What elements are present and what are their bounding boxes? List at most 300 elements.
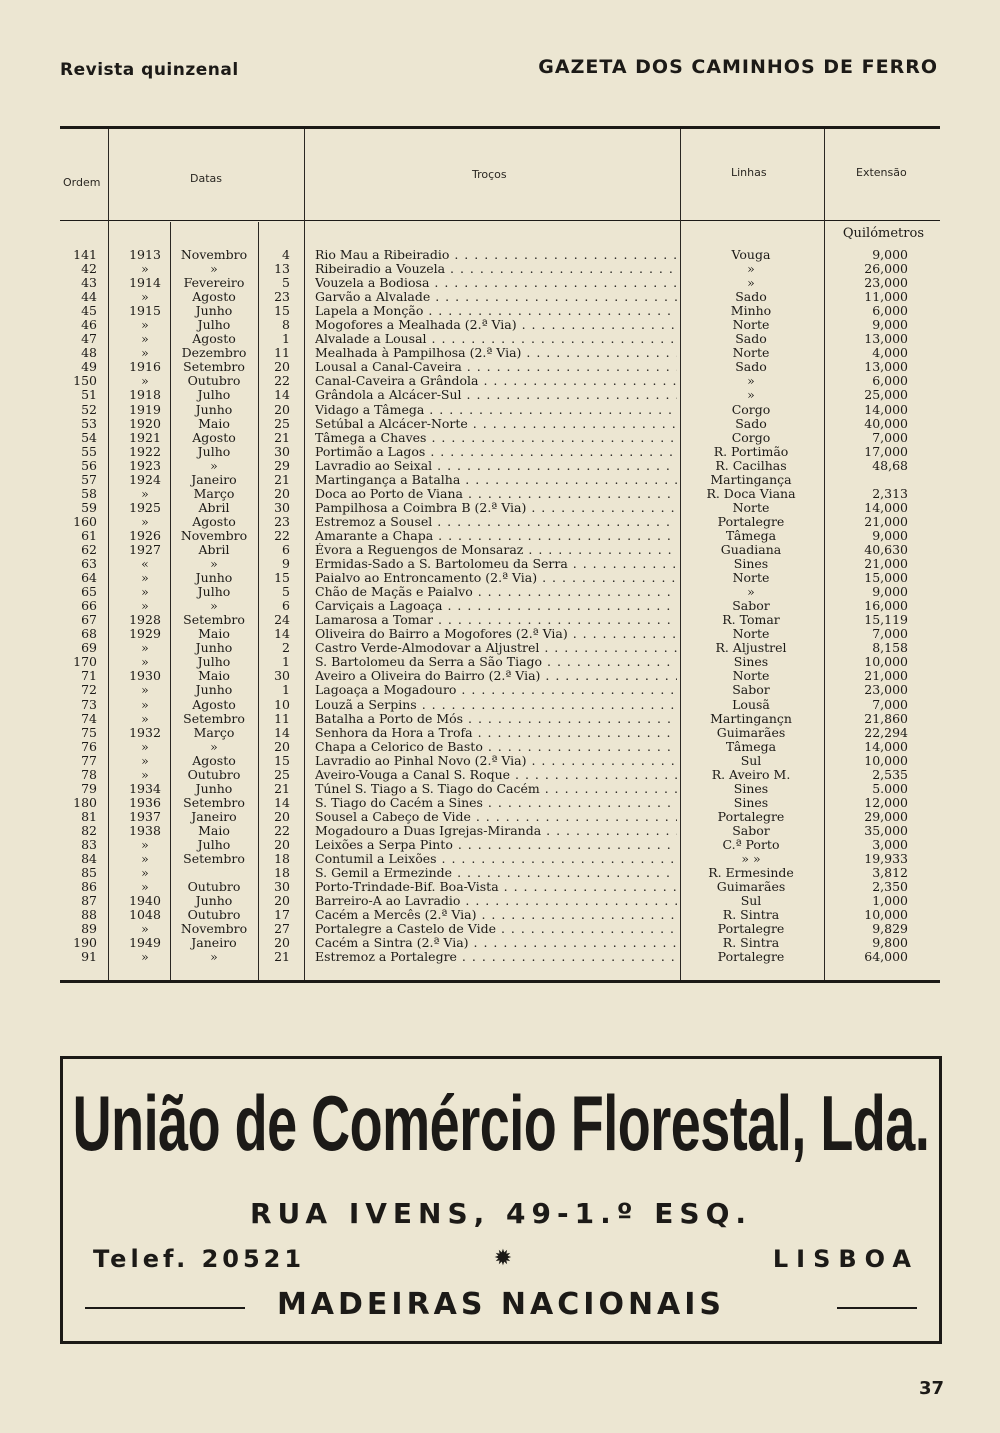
row-ordem: 77	[81, 752, 97, 768]
row-ordem: 66	[81, 598, 97, 614]
row-year: 1914	[129, 275, 161, 291]
table-row	[60, 894, 940, 908]
table-row	[60, 641, 940, 655]
row-year: 1925	[129, 499, 161, 515]
table-row	[60, 683, 940, 697]
row-extensao: 23,000	[864, 275, 908, 291]
row-ordem: 87	[81, 893, 97, 909]
row-month: »	[210, 598, 218, 614]
row-day: 18	[274, 851, 290, 867]
header-datas: Datas	[190, 172, 222, 185]
row-day: 20	[274, 935, 290, 951]
ad-company-name: União de Comércio Florestal, Lda.	[72, 1080, 930, 1168]
table-row	[60, 557, 940, 571]
row-ordem: 86	[81, 879, 97, 895]
table-row	[60, 332, 940, 346]
row-month: Janeiro	[191, 935, 237, 951]
table-row	[60, 374, 940, 388]
row-troco: Aveiro-Vouga a Canal S. Roque . . .	[315, 768, 677, 782]
row-troco: Lousal a Canal-Caveira . . .	[315, 360, 677, 374]
row-year: »	[141, 485, 149, 501]
row-troco: Canal-Caveira a Grândola . . .	[315, 374, 677, 388]
row-troco: S. Tiago do Cacém a Sines . . .	[315, 796, 677, 810]
row-year: 1927	[129, 541, 161, 557]
table-row	[60, 880, 940, 894]
row-month: Junho	[195, 303, 233, 319]
row-ordem: 190	[73, 935, 97, 951]
row-month: Julho	[197, 387, 231, 403]
row-day: 10	[274, 696, 290, 712]
row-linha: R. Aveiro M.	[711, 766, 791, 782]
row-linha: Tâmega	[725, 738, 777, 754]
row-month: »	[210, 457, 218, 473]
row-month: Agosto	[192, 331, 236, 347]
row-ordem: 68	[81, 626, 97, 642]
row-troco: Oliveira do Bairro a Mogofores (2.ª Via) . . .	[315, 627, 677, 641]
row-linha: Sul	[740, 893, 762, 909]
row-troco: Doca ao Porto de Viana . . .	[315, 487, 677, 501]
row-day: 11	[274, 345, 290, 361]
ad-rule-right	[837, 1307, 917, 1309]
row-month: Maio	[198, 626, 230, 642]
table-row	[60, 908, 940, 922]
row-linha: Portalegre	[717, 921, 785, 937]
row-year: 1929	[129, 626, 161, 642]
row-extensao: 10,000	[864, 752, 908, 768]
row-troco: Cacém a Mercês (2.ª Via) . . .	[315, 908, 677, 922]
row-linha: Norte	[732, 668, 770, 684]
row-year: 1937	[129, 808, 161, 824]
row-troco: Castro Verde-Almodovar a Aljustrel . . .	[315, 641, 677, 655]
row-month: Julho	[197, 317, 231, 333]
table-row	[60, 473, 940, 487]
row-linha: »	[747, 584, 755, 600]
row-extensao: 7,000	[872, 696, 908, 712]
row-troco: Martingança a Batalha . . .	[315, 473, 677, 487]
row-troco: Lavradio ao Seixal . . .	[315, 459, 677, 473]
row-extensao: 7,000	[872, 626, 908, 642]
row-year: »	[141, 289, 149, 305]
table-row	[60, 388, 940, 402]
row-ordem: 64	[81, 570, 97, 586]
row-day: 29	[274, 457, 290, 473]
row-month: Novembro	[180, 921, 248, 937]
row-year: 1949	[129, 935, 161, 951]
row-ordem: 83	[81, 836, 97, 852]
row-ordem: 56	[81, 457, 97, 473]
table-row	[60, 852, 940, 866]
row-ordem: 160	[73, 513, 97, 529]
row-ordem: 48	[81, 345, 97, 361]
row-day: 21	[274, 780, 290, 796]
table-row	[60, 866, 940, 880]
table-row	[60, 838, 940, 852]
row-troco: Pampilhosa a Coimbra B (2.ª Via) . . .	[315, 501, 677, 515]
row-year: »	[141, 331, 149, 347]
table-row	[60, 417, 940, 431]
table-row	[60, 613, 940, 627]
row-month: Agosto	[192, 696, 236, 712]
row-month: Junho	[195, 682, 233, 698]
row-month: »	[210, 949, 218, 965]
row-troco: Rio Mau a Ribeiradio . . .	[315, 248, 677, 262]
row-troco: Alvalade a Lousal . . .	[315, 332, 677, 346]
row-troco: Vidago a Tâmega . . .	[315, 403, 677, 417]
table-row	[60, 669, 940, 683]
row-linha: Portalegre	[717, 513, 785, 529]
row-troco: Estremoz a Portalegre . . .	[315, 950, 677, 964]
row-extensao: 64,000	[864, 949, 908, 965]
row-troco: Túnel S. Tiago a S. Tiago do Cacém . . .	[315, 782, 677, 796]
row-troco: Ribeiradio a Vouzela . . .	[315, 262, 677, 276]
row-ordem: 71	[81, 668, 97, 684]
row-extensao: 5.000	[872, 780, 908, 796]
row-day: 27	[274, 921, 290, 937]
row-troco: Tâmega a Chaves . . .	[315, 431, 677, 445]
row-year: »	[141, 921, 149, 937]
row-year: »	[141, 682, 149, 698]
table-row	[60, 698, 940, 712]
row-ordem: 180	[73, 794, 97, 810]
row-day: 1	[282, 654, 290, 670]
row-linha: Sado	[735, 331, 767, 347]
row-ordem: 84	[81, 851, 97, 867]
row-day: 20	[274, 485, 290, 501]
row-day: 15	[274, 303, 290, 319]
row-linha: Portalegre	[717, 808, 785, 824]
row-day: 30	[274, 443, 290, 459]
row-ordem: 57	[81, 471, 97, 487]
row-day: 23	[274, 289, 290, 305]
row-month: Março	[193, 485, 235, 501]
row-day: 21	[274, 949, 290, 965]
row-month: Julho	[197, 584, 231, 600]
row-extensao: 10,000	[864, 907, 908, 923]
row-ordem: 170	[73, 654, 97, 670]
row-extensao: 7,000	[872, 429, 908, 445]
row-troco: Amarante a Chapa . . .	[315, 529, 677, 543]
row-month: »	[210, 261, 218, 277]
row-troco: Mealhada à Pampilhosa (2.ª Via) . . .	[315, 346, 677, 360]
row-year: »	[141, 949, 149, 965]
ad-slogan: MADEIRAS NACIONAIS	[276, 1287, 726, 1322]
row-ordem: 62	[81, 541, 97, 557]
table-row	[60, 431, 940, 445]
row-extensao: 1,000	[872, 893, 908, 909]
row-day: 14	[274, 387, 290, 403]
row-extensao: 40,000	[864, 415, 908, 431]
row-day: 22	[274, 822, 290, 838]
row-extensao: 8,158	[872, 640, 908, 656]
row-day: 20	[274, 359, 290, 375]
row-month: Outubro	[187, 766, 241, 782]
table-row	[60, 922, 940, 936]
row-extensao: 21,000	[864, 668, 908, 684]
row-month: Agosto	[192, 429, 236, 445]
row-day: 17	[274, 907, 290, 923]
row-month: Novembro	[180, 247, 248, 262]
row-troco: Grândola a Alcácer-Sul . . .	[315, 388, 677, 402]
row-ordem: 43	[81, 275, 97, 291]
row-linha: R. Cacilhas	[715, 457, 787, 473]
row-ordem: 52	[81, 401, 97, 417]
row-extensao: 13,000	[864, 359, 908, 375]
row-linha: Guadiana	[720, 541, 782, 557]
row-ordem: 81	[81, 808, 97, 824]
row-extensao: 9,800	[872, 935, 908, 951]
row-year: 1940	[129, 893, 161, 909]
row-extensao: 26,000	[864, 261, 908, 277]
row-month: Abril	[198, 499, 230, 515]
row-year: 1934	[129, 780, 161, 796]
row-extensao: 16,000	[864, 598, 908, 614]
row-linha: » »	[741, 851, 761, 867]
row-year: 1919	[129, 401, 161, 417]
row-year: »	[141, 373, 149, 389]
row-year: »	[141, 598, 149, 614]
row-ordem: 74	[81, 710, 97, 726]
row-day: 21	[274, 471, 290, 487]
row-linha: Sines	[733, 794, 769, 810]
table-row	[60, 782, 940, 796]
row-ordem: 58	[81, 485, 97, 501]
row-extensao: 2,535	[872, 766, 908, 782]
row-linha: Sabor	[732, 822, 770, 838]
table-row	[60, 796, 940, 810]
row-month: Janeiro	[191, 808, 237, 824]
table-row	[60, 276, 940, 290]
row-extensao: 9,000	[872, 317, 908, 333]
row-extensao: 3,812	[872, 865, 908, 881]
row-extensao: 14,000	[864, 499, 908, 515]
row-troco: Sousel a Cabeço de Vide . . .	[315, 810, 677, 824]
row-day: 9	[282, 556, 290, 572]
row-day: 20	[274, 808, 290, 824]
row-day: 20	[274, 836, 290, 852]
row-extensao: 6,000	[872, 303, 908, 319]
row-ordem: 76	[81, 738, 97, 754]
row-linha: Sines	[733, 556, 769, 572]
row-troco: Vouzela a Bodiosa . . .	[315, 276, 677, 290]
row-day: 24	[274, 612, 290, 628]
row-extensao: 10,000	[864, 654, 908, 670]
table-row	[60, 360, 940, 374]
table-row	[60, 824, 940, 838]
row-ordem: 67	[81, 612, 97, 628]
table-row	[60, 599, 940, 613]
row-linha: R. Sintra	[722, 935, 780, 951]
row-month: Setembro	[183, 612, 245, 628]
row-year: 1048	[129, 907, 161, 923]
row-year: 1924	[129, 471, 161, 487]
row-year: »	[141, 584, 149, 600]
row-linha: Sado	[735, 289, 767, 305]
row-year: 1938	[129, 822, 161, 838]
table-header-rule	[60, 220, 940, 221]
row-day: 20	[274, 401, 290, 417]
row-troco: Lagoaça a Mogadouro . . .	[315, 683, 677, 697]
row-year: 1930	[129, 668, 161, 684]
row-troco: Batalha a Porto de Mós . . .	[315, 712, 677, 726]
row-month: Junho	[195, 780, 233, 796]
row-year: »	[141, 654, 149, 670]
row-month: Junho	[195, 570, 233, 586]
row-troco: Garvão a Alvalade . . .	[315, 290, 677, 304]
row-linha: C.ª Porto	[722, 836, 780, 852]
header-extensao: Extensão	[856, 166, 907, 179]
row-year: 1922	[129, 443, 161, 459]
row-day: 21	[274, 429, 290, 445]
row-ordem: 51	[81, 387, 97, 403]
row-linha: Minho	[730, 303, 772, 319]
row-month: Maio	[198, 668, 230, 684]
row-day: 5	[282, 275, 290, 291]
row-troco: Portalegre a Castelo de Vide . . .	[315, 922, 677, 936]
table-row	[60, 810, 940, 824]
row-linha: R. Portimão	[713, 443, 789, 459]
row-ordem: 88	[81, 907, 97, 923]
row-month: Setembro	[183, 359, 245, 375]
row-troco: S. Gemil a Ermezinde . . .	[315, 866, 677, 880]
row-ordem: 47	[81, 331, 97, 347]
row-linha: Norte	[732, 626, 770, 642]
row-day: 30	[274, 668, 290, 684]
row-troco: Porto-Trindade-Bif. Boa-Vista . . .	[315, 880, 677, 894]
row-troco: Lamarosa a Tomar . . .	[315, 613, 677, 627]
row-year: 1920	[129, 415, 161, 431]
table-row	[60, 248, 940, 262]
row-ordem: 79	[81, 780, 97, 796]
row-year: 1913	[129, 247, 161, 262]
row-troco: Portimão a Lagos . . .	[315, 445, 677, 459]
row-extensao: 9,000	[872, 527, 908, 543]
row-day: 6	[282, 541, 290, 557]
row-extensao: 9,000	[872, 247, 908, 262]
table-row	[60, 543, 940, 557]
row-year: »	[141, 261, 149, 277]
row-troco: Chão de Maçãs e Paialvo . . .	[315, 585, 677, 599]
table-body	[60, 248, 940, 964]
table-row	[60, 740, 940, 754]
ad-phone: Telef. 20521	[93, 1245, 306, 1273]
row-month: Outubro	[187, 879, 241, 895]
row-troco: Senhora da Hora a Trofa . . .	[315, 726, 677, 740]
row-month: Setembro	[183, 851, 245, 867]
row-year: »	[141, 513, 149, 529]
row-month: Junho	[195, 401, 233, 417]
row-extensao: 29,000	[864, 808, 908, 824]
row-troco: S. Bartolomeu da Serra a São Tiago . . .	[315, 655, 677, 669]
row-day: 30	[274, 499, 290, 515]
row-ordem: 45	[81, 303, 97, 319]
row-extensao: 14,000	[864, 738, 908, 754]
row-month: Abril	[198, 541, 230, 557]
table-row	[60, 529, 940, 543]
row-ordem: 72	[81, 682, 97, 698]
row-ordem: 44	[81, 289, 97, 305]
row-linha: Tâmega	[725, 527, 777, 543]
row-extensao: 2,313	[872, 485, 908, 501]
row-day: 23	[274, 513, 290, 529]
row-year: 1918	[129, 387, 161, 403]
row-troco: Chapa a Celorico de Basto . . .	[315, 740, 677, 754]
row-month: Setembro	[183, 794, 245, 810]
row-ordem: 78	[81, 766, 97, 782]
table-top-rule	[60, 126, 940, 129]
table-row	[60, 487, 940, 501]
row-month: Julho	[197, 836, 231, 852]
row-month: Julho	[197, 443, 231, 459]
row-month: Agosto	[192, 289, 236, 305]
row-year: »	[141, 879, 149, 895]
row-day: 20	[274, 893, 290, 909]
row-troco: Leixões a Serpa Pinto . . .	[315, 838, 677, 852]
table-row	[60, 950, 940, 964]
row-year: »	[141, 570, 149, 586]
advertisement	[60, 1056, 942, 1344]
row-troco: Barreiro-A ao Lavradio . . .	[315, 894, 677, 908]
row-linha: R. Ermesinde	[708, 865, 794, 881]
row-day: 6	[282, 598, 290, 614]
row-extensao: 13,000	[864, 331, 908, 347]
table-row	[60, 445, 940, 459]
row-extensao: 22,294	[864, 724, 908, 740]
row-ordem: 75	[81, 724, 97, 740]
row-ordem: 65	[81, 584, 97, 600]
row-troco: Lapela a Monção . . .	[315, 304, 677, 318]
row-day: 14	[274, 794, 290, 810]
row-month: »	[210, 556, 218, 572]
row-extensao: 21,000	[864, 556, 908, 572]
row-linha: »	[747, 261, 755, 277]
row-month: Novembro	[180, 527, 248, 543]
row-extensao: 21,860	[864, 710, 908, 726]
row-extensao: 12,000	[864, 794, 908, 810]
header-trocos: Troços	[472, 168, 507, 181]
row-ordem: 61	[81, 527, 97, 543]
row-extensao: 23,000	[864, 682, 908, 698]
row-day: 25	[274, 415, 290, 431]
row-extensao: 3,000	[872, 836, 908, 852]
row-linha: Sabor	[732, 682, 770, 698]
row-ordem: 54	[81, 429, 97, 445]
row-linha: Sado	[735, 415, 767, 431]
row-day: 18	[274, 865, 290, 881]
row-month: Maio	[198, 822, 230, 838]
row-linha: R. Tomar	[722, 612, 780, 628]
row-year: »	[141, 738, 149, 754]
row-linha: Sines	[733, 780, 769, 796]
row-day: 20	[274, 738, 290, 754]
row-linha: Portalegre	[717, 949, 785, 965]
row-ordem: 49	[81, 359, 97, 375]
row-linha: Lousã	[732, 696, 770, 712]
row-year: 1921	[129, 429, 161, 445]
row-ordem: 53	[81, 415, 97, 431]
row-extensao: 48,68	[872, 457, 908, 473]
row-year: »	[141, 766, 149, 782]
table-row	[60, 754, 940, 768]
swirl-logo-icon: ✹	[493, 1246, 513, 1271]
table-row	[60, 571, 940, 585]
row-extensao: 19,933	[864, 851, 908, 867]
row-month: Setembro	[183, 710, 245, 726]
row-linha: Sul	[740, 752, 762, 768]
row-extensao: 11,000	[864, 289, 908, 305]
row-linha: Sado	[735, 359, 767, 375]
row-year: 1916	[129, 359, 161, 375]
row-extensao: 15,119	[864, 612, 908, 628]
